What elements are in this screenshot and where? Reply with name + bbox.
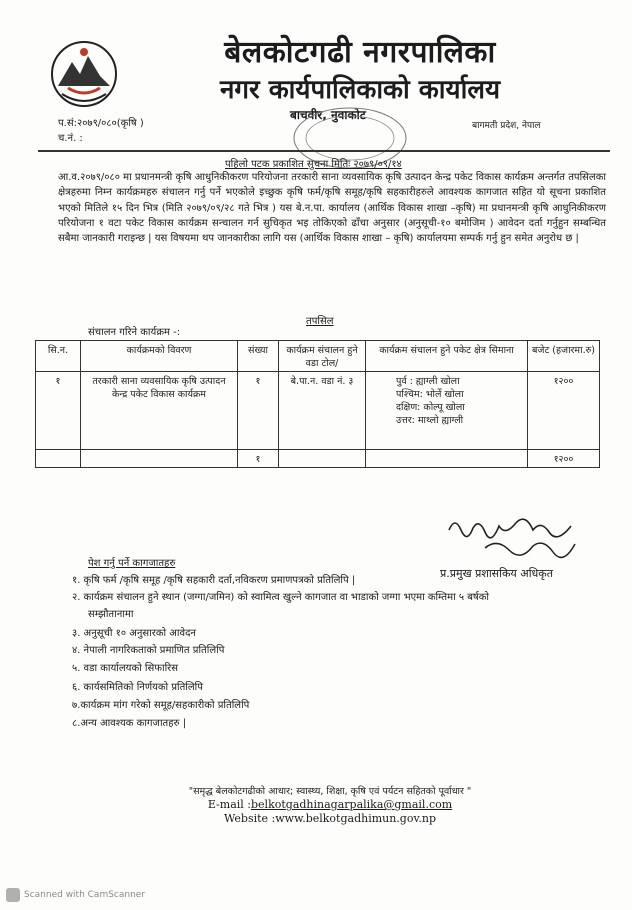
office-title: नगर कार्यपालिकाको कार्यालय (219, 75, 501, 105)
table-total-row (36, 450, 600, 468)
document-item: ५. वडा कार्यालयको सिफारिस (72, 663, 179, 674)
notice-paragraph: आ.व.२०७९/०८० मा प्रधानमन्त्री कृषि आधुनिकीकरण परियोजना तरकारी साना व्यवसायिक कृषि उत्पादन केन्द्र पकेट विकास कार्यक्रम अन्तर्गत तपसिलका क्षेत्रहरुमा निम्न कार्यक्रमहरु संचालन गर्नु पर्ने भएकोले इच्छुक कृषि फर्म/कृषि समूह/कृषि सहकारीहरुले आवश्यक कागजात सहित यो सूचना प्रकाशित भएको मितिले १५ दिन भित्र (मिति २०७९/०९/२८ गते भित्र ) यस बे.न.पा. कार्यालय (आर्थिक विकास शाखा –कृषि) मा प्रधानमन्त्री कृषि आधुनिकीकरण परियोजना १ वटा पकेट विकास कार्यक्रम सन्चालन गर्न सुचिकृत भइ तोकिएको ढाँचा अनुसार (अनुसूची-१० बमोजिम ) आवेदन दर्ता गर्नुहुन सम्बन्धित सबैमा जानकारी गराइन्छ | यस विषयमा थप जानकारीका लागि यस (आर्थिक विकास शाखा – कृषि) कार्यालयमा सम्पर्क गर्नु हुन समेत अनुरोध छ | (58, 172, 606, 245)
boundary-north: उत्तर: माथ्लो ह्याग्ली (396, 415, 464, 426)
document-item: १. कृषि फर्म /कृषि समूह /कृषि सहकारी दर्ता,नविकरण प्रमाणपत्रको प्रतिलिपि | (72, 575, 356, 586)
footer-motto: "समृद्ध बेलकोटगढीको आधार; स्वास्थ्य, शिक्षा, कृषि एवं पर्यटन सहितको पूर्वाधार " (188, 786, 472, 797)
handwritten-signature-icon (445, 508, 595, 568)
col-ward: कार्यक्रम संचालन हुने वडा टोल/ (279, 341, 366, 372)
col-count: संख्या (238, 341, 279, 372)
col-budget: बजेट (हजारमा.रु) (528, 341, 600, 372)
table-row (36, 372, 600, 450)
cell-sn: १ (36, 372, 81, 450)
header-divider (38, 150, 610, 152)
office-location: बाचवीर, नुवाकोट (290, 108, 366, 122)
cell-ward: बे.पा.न. वडा नं. ३ (279, 372, 366, 450)
camscanner-logo-icon (6, 888, 20, 902)
email-label: E-mail : (207, 798, 251, 811)
total-count: १ (238, 450, 279, 468)
document-item: ८.अन्य आवश्यक कागजातहरु | (72, 718, 187, 729)
cell-count: १ (238, 372, 279, 450)
program-table (35, 340, 600, 468)
website-link[interactable]: www.belkotgadhimun.gov.np (275, 812, 437, 825)
footer-website (150, 812, 510, 825)
document-item: सम्झौतानामा (88, 609, 134, 620)
cell-description: तरकारी साना व्यवसायिक कृषि उत्पादन केन्द्र पकेट विकास कार्यक्रम (81, 372, 238, 450)
col-description: कार्यक्रमको विवरण (81, 341, 238, 372)
table-caption: संचालन गरिने कार्यक्रम -: (88, 327, 181, 338)
municipality-title: बेलकोटगढी नगरपालिका (224, 35, 496, 70)
documents-heading: पेश गर्नु पर्ने कागजातहरु (88, 558, 176, 569)
dispatch-number: च.नं. : (58, 133, 83, 144)
scanner-watermark: Scanned with CamScanner (24, 890, 146, 900)
document-item: ७.कार्यक्रम मांग गरेको समूह/सहकारीको प्रतिलिपि (72, 700, 250, 711)
signatory-title: प्र.प्रमुख प्रशासकिय अधिकृत (440, 567, 554, 580)
province-label: बागमती प्रदेश, नेपाल (472, 121, 541, 131)
document-item: ६. कार्यसमितिको निर्णयको प्रतिलिपि (72, 682, 203, 693)
email-link[interactable]: belkotgadhinagarpalika@gmail.com (251, 798, 453, 811)
document-item: २. कार्यक्रम संचालन हुने स्थान (जग्गा/जमिन) को स्वामित्व खुल्ने कागजात वा भाडाको जग्गा भएमा कम्तिमा ५ बर्षको (72, 592, 489, 603)
website-label: Website : (223, 812, 276, 825)
cell-boundary (366, 372, 528, 450)
table-header-row (36, 341, 600, 372)
notice-heading: पहिलो पटक प्रकाशित सुचना मितिः २०७९/०९/१४ (225, 159, 402, 170)
government-emblem-icon (48, 38, 120, 110)
col-sn: सि.न. (36, 341, 81, 372)
boundary-south: दक्षिण: कोल्पू खोला (396, 402, 465, 413)
cell-budget: १२०० (528, 372, 600, 450)
col-boundary: कार्यक्रम संचालन हुने पकेट क्षेत्र सिमाना (366, 341, 528, 372)
footer-email (150, 798, 510, 811)
boundary-east: पुर्व : ह्याग्ली खोला (396, 376, 460, 387)
document-item: ४. नेपाली नागरिकताको प्रमाणित प्रतिलिपि (72, 645, 225, 656)
boundary-west: पश्चिम: भोर्ले खोला (396, 389, 464, 400)
details-heading: तपसिल (306, 316, 334, 327)
reference-number: प.सं:२०७९/०८०(कृषि ) (58, 118, 144, 129)
total-budget: १२०० (528, 450, 600, 468)
document-item: ३. अनुसूची १० अनुसारको आवेदन (72, 628, 196, 639)
